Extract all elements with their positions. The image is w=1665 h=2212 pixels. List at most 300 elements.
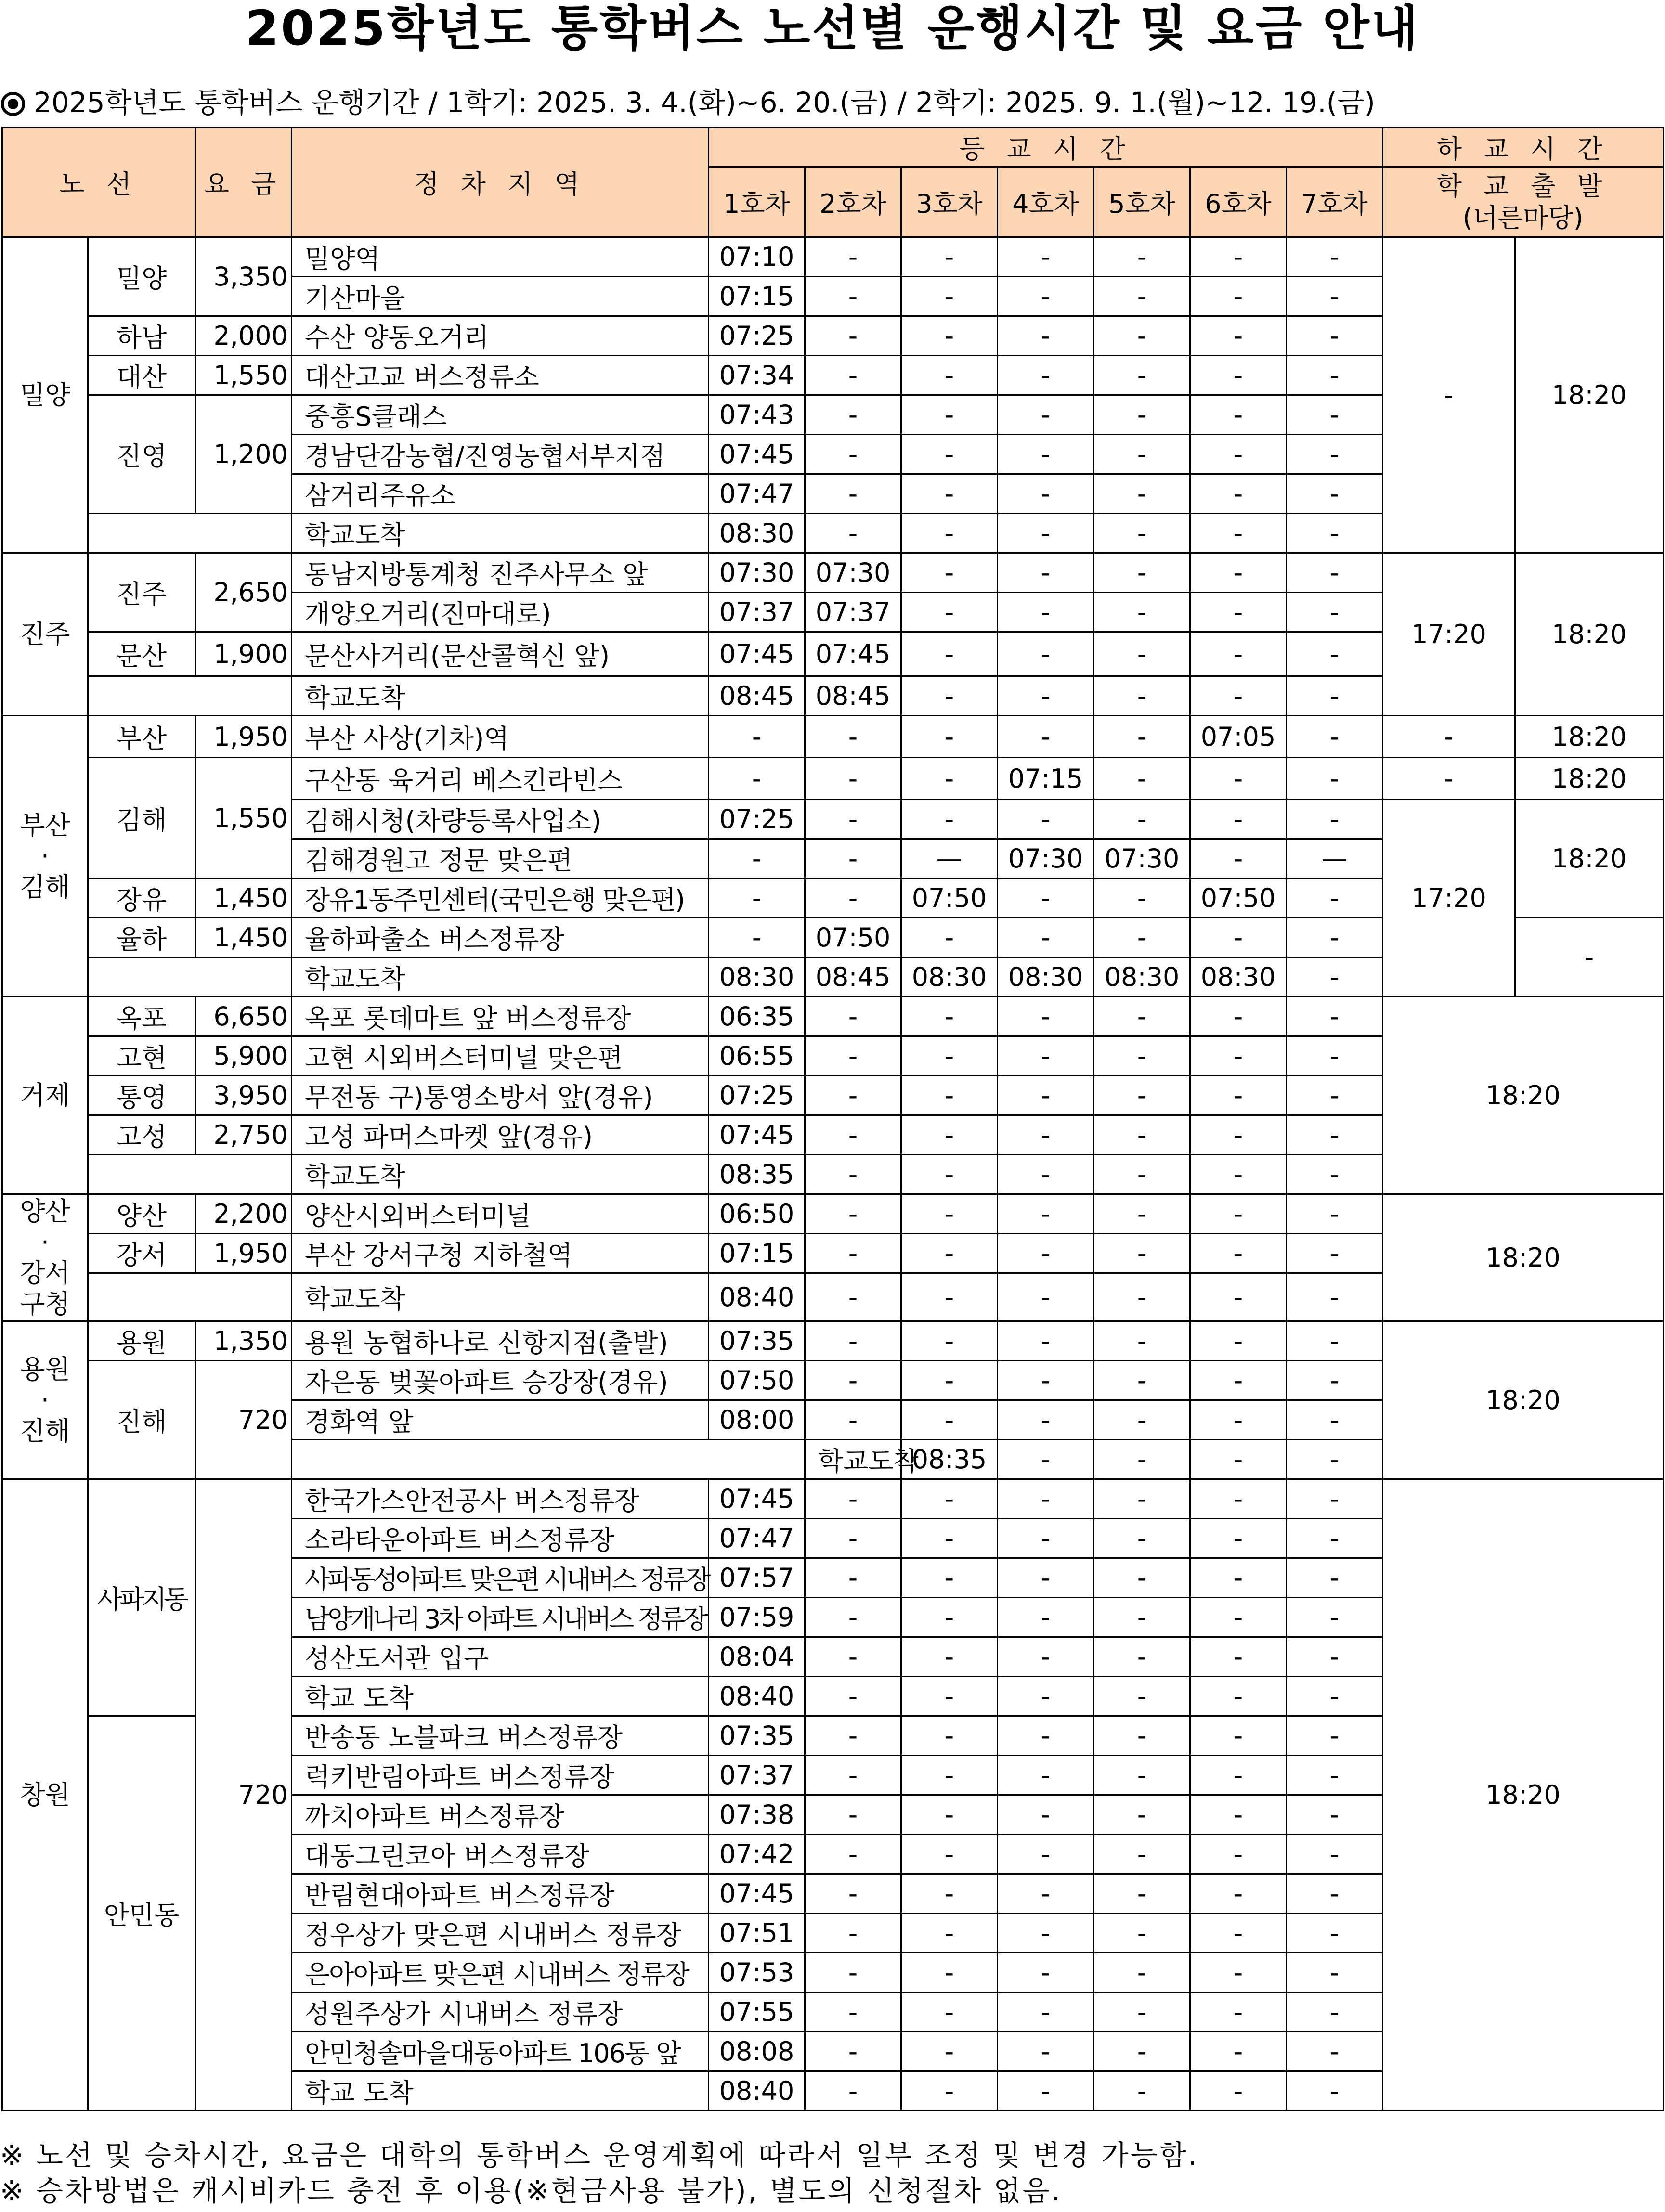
region-cell: 거제 (2, 997, 88, 1194)
bus-4-time: - (998, 918, 1094, 957)
header-bus-7: 7호차 (1287, 167, 1383, 237)
bus-5-time: - (1094, 1874, 1190, 1914)
bus-2-time: - (805, 879, 901, 918)
stop-cell: 사파동성아파트 맞은편 시내버스 정류장 (292, 1558, 709, 1598)
bus-2-time: - (805, 1400, 901, 1440)
bus-6-time: - (1190, 997, 1287, 1036)
bus-4-time: - (998, 1321, 1094, 1361)
bus-7-time: - (1287, 1400, 1383, 1440)
region-cell: 밀양 (2, 237, 88, 553)
bus-5-time: - (1287, 1440, 1383, 1479)
bus-1-time: 07:25 (709, 1076, 805, 1115)
return-time-1: 17:20 (1383, 553, 1515, 716)
stop-cell: 경남단감농협/진영농협서부지점 (292, 435, 709, 474)
stop-cell: 용원 농협하나로 신항지점(출발) (292, 1321, 709, 1361)
bus-6-time: 07:05 (1190, 716, 1287, 758)
bus-4-time: - (998, 2071, 1094, 2111)
bus-7-time: - (1287, 1953, 1383, 1992)
bus-2-time: - (805, 435, 901, 474)
blank-cell (88, 957, 292, 997)
bus-7-time: - (1287, 1115, 1383, 1155)
bus-5-time: 07:30 (1094, 839, 1190, 879)
bus-7-time: - (1287, 1036, 1383, 1076)
bus-2-time: - (805, 2032, 901, 2071)
bus-5-time: - (1094, 918, 1190, 957)
bus-6-time: - (1190, 1321, 1287, 1361)
bus-1-time: 07:37 (709, 593, 805, 632)
blank-cell (88, 514, 292, 553)
bus-6-time: - (1190, 918, 1287, 957)
bus-2-time: - (805, 1874, 901, 1914)
return-time-2: 18:20 (1515, 237, 1664, 553)
bus-4-time: - (998, 356, 1094, 395)
bus-6-time: - (1190, 1598, 1287, 1637)
stop-cell: 경화역 앞 (292, 1400, 709, 1440)
header-route: 노 선 (2, 128, 195, 237)
sub-route-cell: 진영 (88, 395, 195, 514)
bus-3-time: - (901, 1479, 998, 1519)
bus-6-time: 08:30 (1190, 957, 1287, 997)
bus-6-time: - (1190, 395, 1287, 435)
bus-5-time: - (1094, 1076, 1190, 1115)
notes (0, 2137, 1665, 2209)
region-cell: 부산 · 김해 (2, 716, 88, 997)
bus-3-time: - (901, 1361, 998, 1400)
bus-7-time: - (1287, 632, 1383, 676)
bus-4-time: 07:30 (998, 839, 1094, 879)
stop-cell: 수산 양동오거리 (292, 316, 709, 356)
bus-1-time: 07:30 (709, 553, 805, 593)
bus-7-time: - (1287, 918, 1383, 957)
bus-2-time: - (805, 1716, 901, 1756)
stop-cell: 한국가스안전공사 버스정류장 (292, 1479, 709, 1519)
table-row (2, 237, 1664, 277)
bus-3-time: - (901, 1519, 998, 1558)
bus-6-time: - (1190, 632, 1287, 676)
bus-4-time: - (998, 1273, 1094, 1321)
bus-4-time: - (998, 474, 1094, 514)
stop-cell: 고현 시외버스터미널 맞은편 (292, 1036, 709, 1076)
bus-3-time: - (901, 997, 998, 1036)
bus-6-time: - (1190, 277, 1287, 316)
table-row (2, 716, 1664, 758)
sub-route-cell: 대산 (88, 356, 195, 395)
bus-3-time: - (901, 395, 998, 435)
bus-7-time: - (1287, 553, 1383, 593)
fare-cell: 5,900 (195, 1036, 292, 1076)
bus-3-time: - (901, 237, 998, 277)
stop-cell: 안민청솔마을대동아파트 106동 앞 (292, 2032, 709, 2071)
bus-4-time: - (1190, 1440, 1287, 1479)
bus-1-time: 07:45 (709, 1115, 805, 1155)
bus-7-time: - (1287, 1874, 1383, 1914)
stop-cell: 학교도착 (805, 1440, 901, 1479)
bus-4-time: - (998, 1992, 1094, 2032)
bus-4-time: - (998, 395, 1094, 435)
header-bus-3: 3호차 (901, 167, 998, 237)
bus-7-time: - (1287, 277, 1383, 316)
sub-route-cell: 김해 (88, 758, 195, 879)
header-evening: 하 교 시 간 (1383, 128, 1664, 167)
bus-4-time: - (998, 1519, 1094, 1558)
sub-route-cell: 통영 (88, 1076, 195, 1115)
bus-2-time: - (805, 1677, 901, 1716)
bus-2-time: - (805, 800, 901, 839)
bus-6-time: - (1190, 1519, 1287, 1558)
bus-2-time: - (805, 1194, 901, 1234)
bus-1-time: 08:00 (709, 1400, 805, 1440)
bus-2-time: - (805, 758, 901, 800)
bus-6-time: - (1190, 435, 1287, 474)
sub-route-cell: 문산 (88, 632, 195, 676)
region-cell: 진주 (2, 553, 88, 716)
bus-3-time: - (901, 632, 998, 676)
bus-7-time: - (1287, 676, 1383, 716)
bus-3-time: - (901, 1992, 998, 2032)
bus-5-time: - (1094, 2071, 1190, 2111)
header-bus-6: 6호차 (1190, 167, 1287, 237)
sub-route-cell: 밀양 (88, 237, 195, 316)
bus-7-time: - (1287, 758, 1383, 800)
bus-1-time: 08:40 (709, 1273, 805, 1321)
bus-1-time: 06:35 (709, 997, 805, 1036)
page-title: 2025학년도 통학버스 노선별 운행시간 및 요금 안내 (245, 0, 1420, 56)
bus-6-time: - (1190, 1194, 1287, 1234)
blank-cell (292, 1440, 805, 1479)
bus-5-time: 08:30 (1094, 957, 1190, 997)
bus-2-time: - (805, 1914, 901, 1953)
bus-4-time: - (998, 1234, 1094, 1273)
bus-1-time: 07:45 (709, 1479, 805, 1519)
bus-1-time: 07:35 (709, 1716, 805, 1756)
bus-3-time: - (901, 316, 998, 356)
bus-3-time: - (901, 1874, 998, 1914)
bus-1-time: 07:43 (709, 395, 805, 435)
bus-2-time: - (805, 1756, 901, 1795)
header-fare: 요 금 (195, 128, 292, 237)
bus-3-time: - (901, 1234, 998, 1273)
stop-cell: 부산 강서구청 지하철역 (292, 1234, 709, 1273)
bus-6-time: - (1190, 676, 1287, 716)
bus-4-time: - (998, 1677, 1094, 1716)
bus-4-time: - (998, 1155, 1094, 1194)
table-row (2, 1194, 1664, 1234)
bus-7-time: - (1287, 474, 1383, 514)
bus-2-time: - (805, 1115, 901, 1155)
bus-4-time: - (998, 716, 1094, 758)
stop-cell: 밀양역 (292, 237, 709, 277)
stop-cell: 장유1동주민센터(국민은행 맞은편) (292, 879, 709, 918)
bus-4-time: - (998, 1400, 1094, 1440)
blank-cell (88, 1273, 292, 1321)
bus-6-time: - (1190, 1400, 1287, 1440)
bus-5-time: - (1094, 1914, 1190, 1953)
bus-5-time: - (1094, 277, 1190, 316)
bus-1-time: 08:30 (709, 957, 805, 997)
bus-4-time: 08:30 (998, 957, 1094, 997)
bus-4-time: - (998, 800, 1094, 839)
header-departure-place: (너른마당) (1462, 202, 1584, 233)
bus-6-time: - (1190, 2071, 1287, 2111)
stop-cell: 양산시외버스터미널 (292, 1194, 709, 1234)
bus-1-time: 08:35 (901, 1440, 998, 1479)
bus-7-time: - (1287, 800, 1383, 839)
bus-1-time: 08:40 (709, 1677, 805, 1716)
bus-5-time: - (1094, 1194, 1190, 1234)
bus-4-time: - (998, 316, 1094, 356)
bus-2-time: - (805, 1953, 901, 1992)
bus-4-time: - (998, 237, 1094, 277)
bus-6-time: - (1190, 800, 1287, 839)
bus-2-time: - (805, 1519, 901, 1558)
sub-route-cell: 하남 (88, 316, 195, 356)
stop-cell: 럭키반림아파트 버스정류장 (292, 1756, 709, 1795)
bus-1-time: 07:34 (709, 356, 805, 395)
bus-6-time: - (1190, 1479, 1287, 1519)
bus-1-time: 07:35 (709, 1321, 805, 1361)
bus-3-time: - (901, 1953, 998, 1992)
bus-2-time: - (805, 474, 901, 514)
bus-1-time: 07:50 (709, 1361, 805, 1400)
bus-1-time: 07:15 (709, 1234, 805, 1273)
bus-7-time: - (1287, 1558, 1383, 1598)
sub-route-cell: 사파지동 (88, 1479, 195, 1716)
bus-5-time: - (1094, 1155, 1190, 1194)
bus-6-time: - (1190, 2032, 1287, 2071)
bus-4-time: - (998, 1598, 1094, 1637)
bus-1-time: 08:04 (709, 1637, 805, 1677)
bus-6-time: - (1190, 1716, 1287, 1756)
bus-1-time: - (709, 758, 805, 800)
bus-6-time: - (1190, 474, 1287, 514)
bus-7-time: - (1287, 514, 1383, 553)
bus-4-time: - (998, 1874, 1094, 1914)
bus-1-time: 07:47 (709, 474, 805, 514)
bus-7-time: - (1287, 1756, 1383, 1795)
stop-cell: 율하파출소 버스정류장 (292, 918, 709, 957)
bus-1-time: 07:59 (709, 1598, 805, 1637)
bus-3-time: - (901, 1273, 998, 1321)
bus-1-time: 07:38 (709, 1795, 805, 1835)
region-cell: 용원 · 진해 (2, 1321, 88, 1479)
header-bus-2: 2호차 (805, 167, 901, 237)
bus-1-time: 07:25 (709, 800, 805, 839)
table-row (2, 553, 1664, 593)
bus-1-time: 07:37 (709, 1756, 805, 1795)
region-cell: 양산 · 강서 구청 (2, 1194, 88, 1321)
stop-cell: 무전동 구)통영소방서 앞(경유) (292, 1076, 709, 1115)
stop-cell: 기산마을 (292, 277, 709, 316)
bus-5-time: - (1094, 1479, 1190, 1519)
fare-cell: 720 (195, 1479, 292, 2111)
stop-cell: 성원주상가 시내버스 정류장 (292, 1992, 709, 2032)
bus-2-time: 08:45 (805, 957, 901, 997)
stop-cell: 학교도착 (292, 676, 709, 716)
bus-5-time: - (1094, 1835, 1190, 1874)
note-2: ※ 승차방법은 캐시비카드 충전 후 이용(※현금사용 불가), 별도의 신청절차 없음. (0, 2174, 1063, 2207)
blank-cell (88, 1155, 292, 1194)
stop-cell: 정우상가 맞은편 시내버스 정류장 (292, 1914, 709, 1953)
sub-route-cell: 율하 (88, 918, 195, 957)
bus-1-time: - (709, 918, 805, 957)
stop-cell: 학교도착 (292, 514, 709, 553)
bus-3-time: - (901, 1321, 998, 1361)
bus-7-time: - (1287, 356, 1383, 395)
bus-3-time: - (901, 1914, 998, 1953)
table-row (2, 1479, 1664, 1519)
bus-5-time: - (1094, 1992, 1190, 2032)
bus-3-time: - (901, 474, 998, 514)
fare-cell: 1,900 (195, 632, 292, 676)
bus-4-time: - (998, 593, 1094, 632)
bus-5-time: - (1094, 1637, 1190, 1677)
bus-2-time: - (805, 1155, 901, 1194)
bus-3-time: 08:30 (901, 957, 998, 997)
bus-2-time: 07:30 (805, 553, 901, 593)
bus-1-time: 08:35 (709, 1155, 805, 1194)
bus-2-time: - (805, 839, 901, 879)
bus-6-time: - (1190, 1953, 1287, 1992)
bus-3-time: - (901, 1677, 998, 1716)
bus-2-time: - (805, 1361, 901, 1400)
bus-2-time: - (805, 277, 901, 316)
bus-5-time: - (1094, 1400, 1190, 1440)
return-time-2: 18:20 (1515, 758, 1664, 800)
bus-3-time: - (901, 716, 998, 758)
bus-4-time: - (998, 879, 1094, 918)
bus-7-time: — (1287, 839, 1383, 879)
bus-3-time: - (901, 800, 998, 839)
bus-7-time: - (1287, 2071, 1383, 2111)
table-row (2, 758, 1664, 800)
bus-6-time: - (1190, 1914, 1287, 1953)
bus-2-time: - (805, 716, 901, 758)
bus-4-time: 07:15 (998, 758, 1094, 800)
bus-6-time: - (1190, 1558, 1287, 1598)
fare-cell: 720 (195, 1361, 292, 1479)
bus-5-time: - (1094, 316, 1190, 356)
blank-cell (88, 676, 292, 716)
bus-7-time: - (1287, 395, 1383, 435)
stop-cell: 중흥S클래스 (292, 395, 709, 435)
bus-6-time: - (1190, 1361, 1287, 1400)
bus-2-time: - (805, 1234, 901, 1273)
sub-route-cell: 옥포 (88, 997, 195, 1036)
stop-cell: 개양오거리(진마대로) (292, 593, 709, 632)
bus-7-time: - (1287, 1194, 1383, 1234)
bus-7-time: - (1287, 435, 1383, 474)
bus-5-time: - (1094, 758, 1190, 800)
bus-schedule-table (1, 127, 1664, 2111)
fare-cell: 2,750 (195, 1115, 292, 1155)
bus-1-time: 06:50 (709, 1194, 805, 1234)
bus-4-time: - (998, 1076, 1094, 1115)
bus-7-time: - (1287, 879, 1383, 918)
bus-6-time: - (1190, 1155, 1287, 1194)
bus-3-time: - (901, 2032, 998, 2071)
bus-6-time: - (1190, 1273, 1287, 1321)
bus-3-time: - (901, 1795, 998, 1835)
bus-5-time: - (1094, 1795, 1190, 1835)
bus-2-time: - (805, 395, 901, 435)
bus-3-time: - (1094, 1440, 1190, 1479)
bus-2-time: - (805, 1036, 901, 1076)
bus-6-time: - (1190, 1637, 1287, 1677)
bus-6-time: - (1190, 1874, 1287, 1914)
bus-5-time: - (1094, 1115, 1190, 1155)
bus-1-time: 07:10 (709, 237, 805, 277)
bus-1-time: 07:51 (709, 1914, 805, 1953)
stop-cell: 소라타운아파트 버스정류장 (292, 1519, 709, 1558)
bus-6-time: - (1190, 1835, 1287, 1874)
bus-6-time: - (1190, 593, 1287, 632)
bus-2-time: - (805, 237, 901, 277)
stop-cell: 동남지방통계청 진주사무소 앞 (292, 553, 709, 593)
bus-7-time: - (1287, 1273, 1383, 1321)
bus-2-time: - (805, 1273, 901, 1321)
bus-5-time: - (1094, 1361, 1190, 1400)
return-time-1: - (1383, 716, 1515, 758)
bus-2-time: - (805, 356, 901, 395)
bus-5-time: - (1094, 1677, 1190, 1716)
stop-cell: 삼거리주유소 (292, 474, 709, 514)
bus-4-time: - (998, 435, 1094, 474)
stop-cell: 반송동 노블파크 버스정류장 (292, 1716, 709, 1756)
bus-7-time: - (1287, 997, 1383, 1036)
region-cell: 창원 (2, 1479, 88, 2111)
stop-cell: 옥포 롯데마트 앞 버스정류장 (292, 997, 709, 1036)
bus-7-time: - (1287, 1234, 1383, 1273)
bus-4-time: - (998, 632, 1094, 676)
note-1: ※ 노선 및 승차시간, 요금은 대학의 통학버스 운영계획에 따라서 일부 조정 및 변경 가능함. (0, 2139, 1199, 2172)
bus-3-time: - (901, 1115, 998, 1155)
header-departure-label: 학 교 출 발 (1436, 170, 1610, 201)
bus-1-time: 07:45 (709, 1874, 805, 1914)
stop-cell: 김해경원고 정문 맞은편 (292, 839, 709, 879)
bus-7-time: - (1287, 1992, 1383, 2032)
stop-cell: 학교도착 (292, 957, 709, 997)
bus-4-time: - (998, 1716, 1094, 1756)
bus-5-time: - (1094, 237, 1190, 277)
bus-3-time: - (901, 1400, 998, 1440)
stop-cell: 학교도착 (292, 1155, 709, 1194)
bus-1-time: 08:45 (709, 676, 805, 716)
stop-cell: 반림현대아파트 버스정류장 (292, 1874, 709, 1914)
bus-5-time: - (1094, 1756, 1190, 1795)
bus-6-time: - (1190, 316, 1287, 356)
bus-4-time: - (998, 1479, 1094, 1519)
bus-4-time: - (998, 514, 1094, 553)
bus-2-time: - (805, 1992, 901, 2032)
bus-3-time: - (901, 356, 998, 395)
bus-6-time: - (1190, 1076, 1287, 1115)
bus-1-time: 07:25 (709, 316, 805, 356)
return-departure-time: 18:20 (1383, 1321, 1664, 1479)
bus-4-time: - (998, 676, 1094, 716)
return-departure-time: 18:20 (1383, 1194, 1664, 1321)
stop-cell: 학교도착 (292, 1273, 709, 1321)
sub-route-cell: 양산 (88, 1194, 195, 1234)
bus-7-time: - (1287, 1598, 1383, 1637)
bus-5-time: - (1094, 553, 1190, 593)
bus-5-time: - (1094, 1519, 1190, 1558)
return-departure-time: 18:20 (1383, 1479, 1664, 2111)
return-time-2: 18:20 (1515, 800, 1664, 918)
bus-2-time: - (805, 997, 901, 1036)
header-departure (1383, 167, 1664, 237)
bus-5-time: - (1094, 1716, 1190, 1756)
bus-6-time: - (1190, 758, 1287, 800)
